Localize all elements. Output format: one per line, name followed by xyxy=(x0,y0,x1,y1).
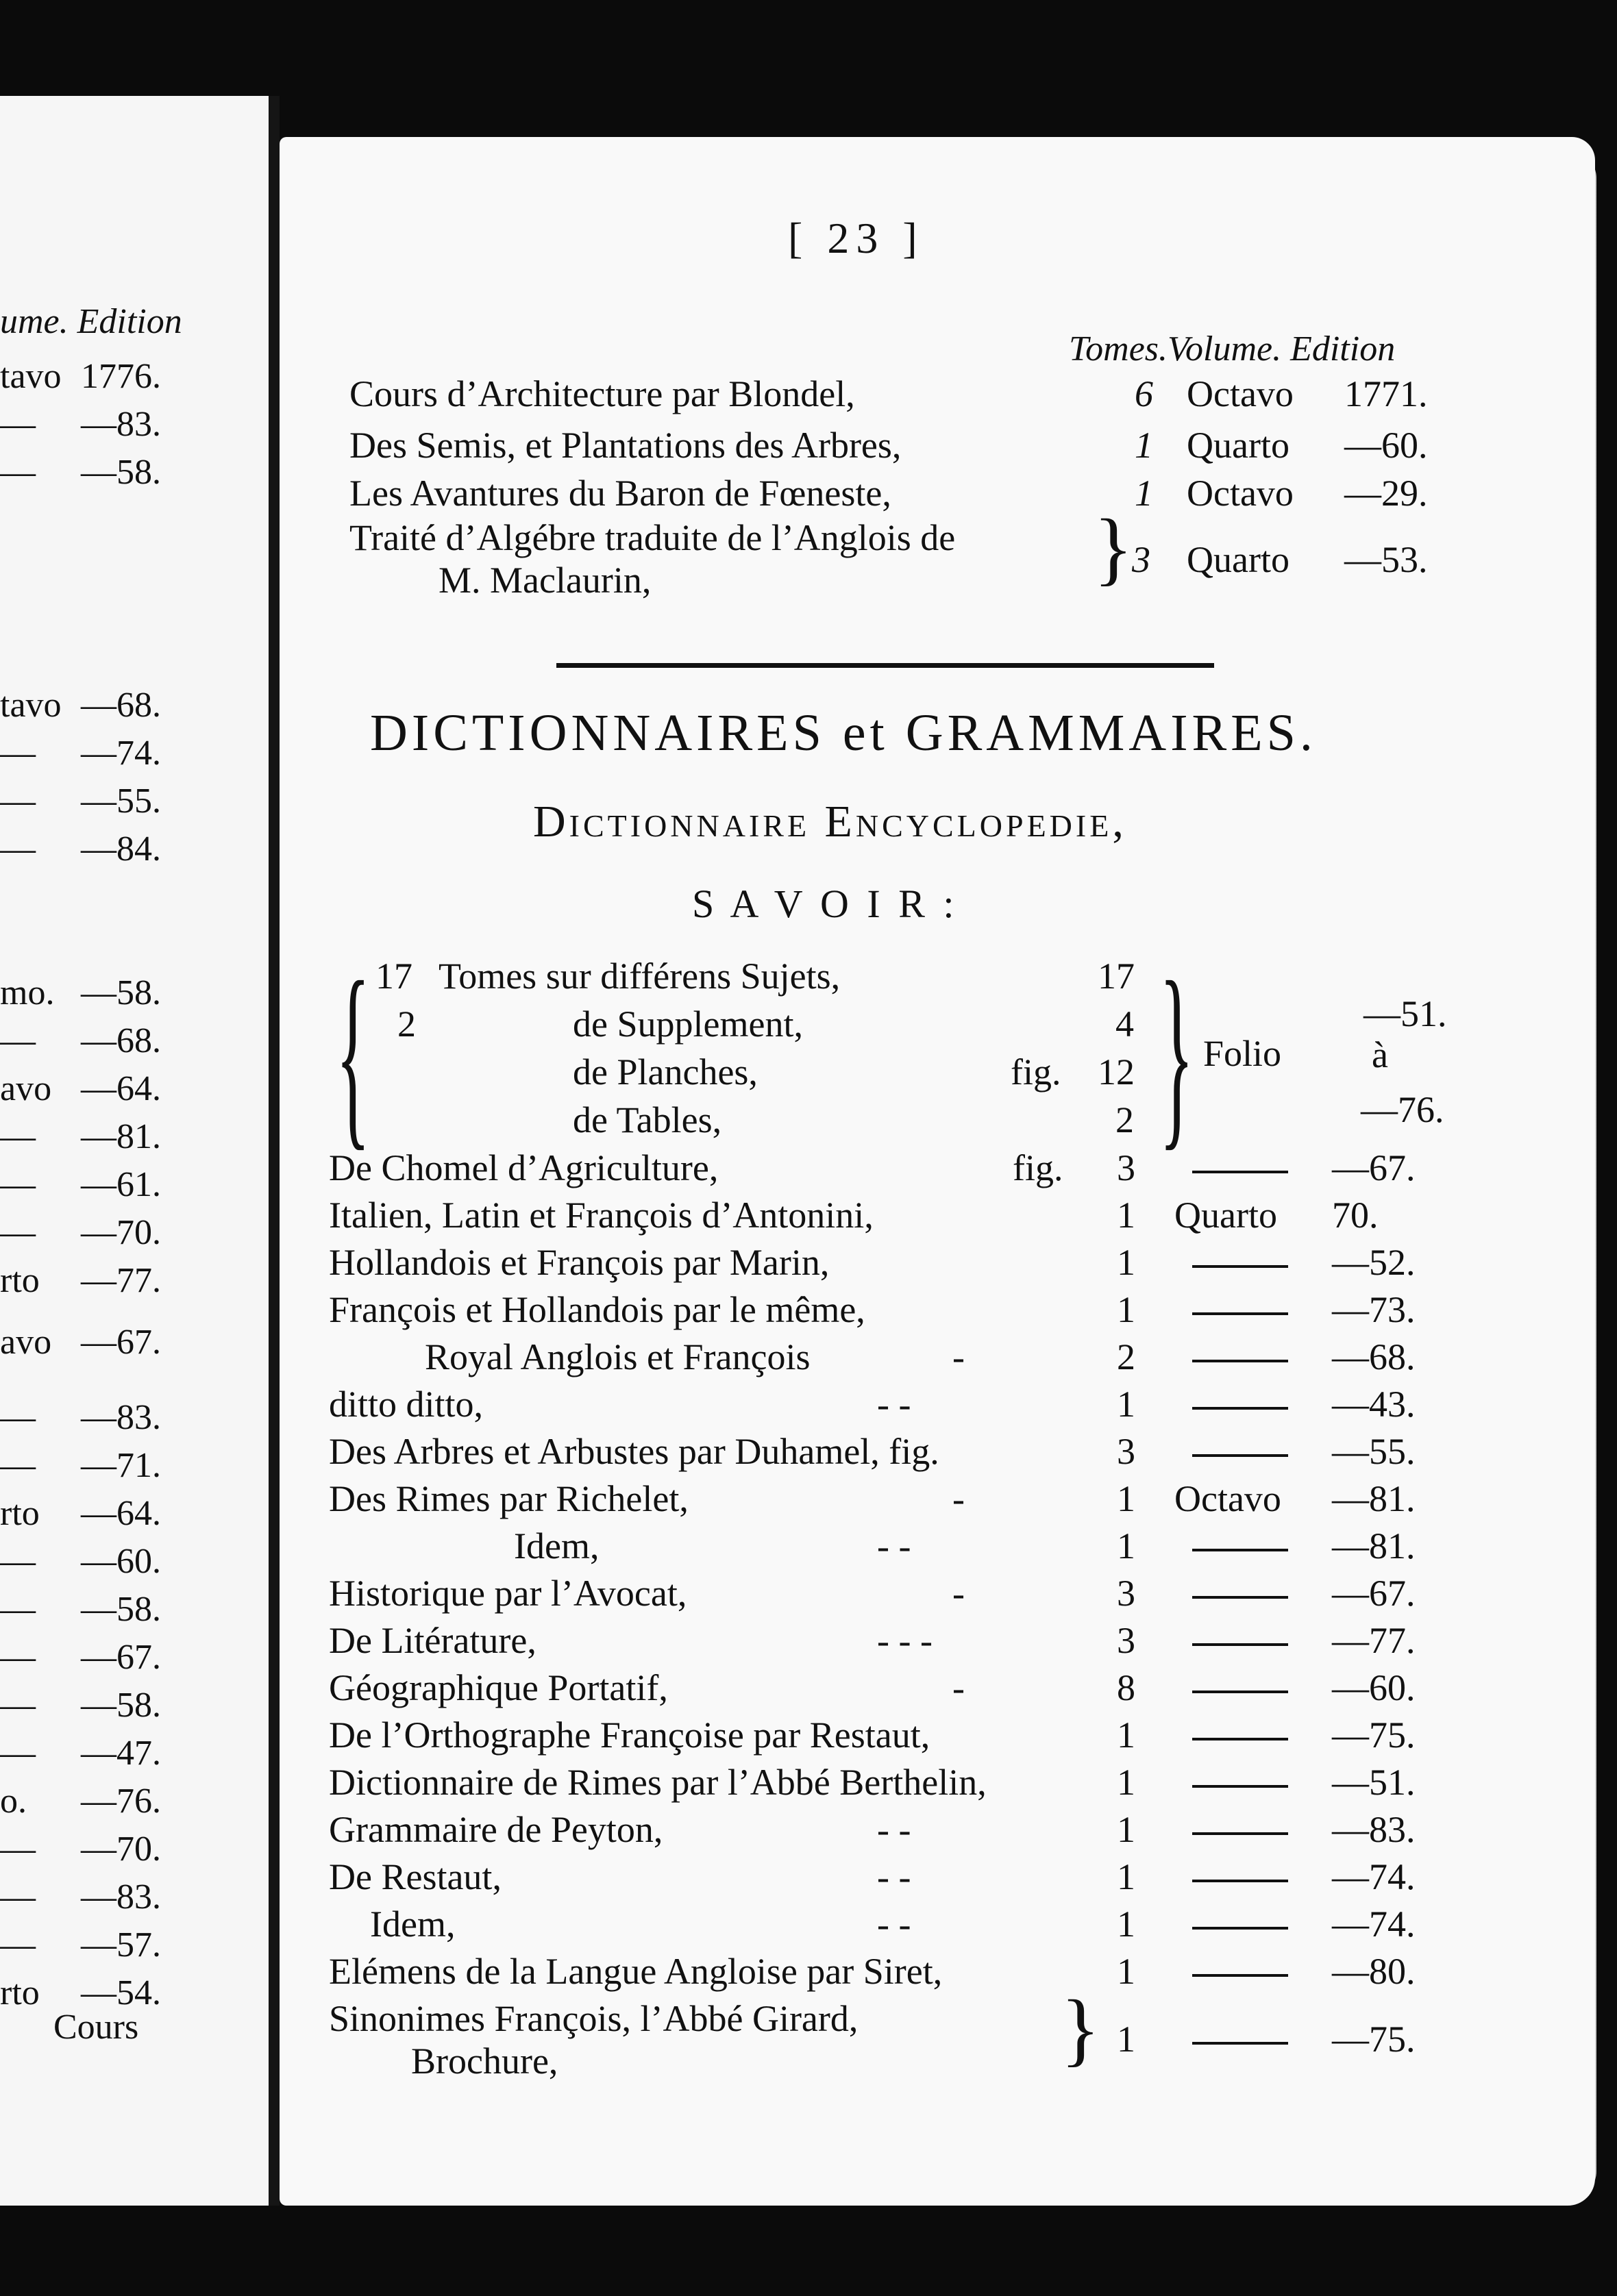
left-page-format: — xyxy=(0,782,36,821)
book-title: ditto ditto, xyxy=(329,1384,484,1425)
left-page-edition: —84. xyxy=(81,829,161,869)
book-edition: —75. xyxy=(1332,1714,1416,1756)
left-page-edition: —83. xyxy=(81,1877,161,1917)
left-page-edition: —60. xyxy=(81,1542,161,1581)
book-edition: —43. xyxy=(1332,1384,1416,1425)
book-edition: —51. xyxy=(1332,1762,1416,1803)
book-edition: —60. xyxy=(1332,1667,1416,1708)
left-page-edition: —58. xyxy=(81,1686,161,1725)
ditto-dash xyxy=(1192,1454,1288,1457)
book-title: Italien, Latin et François d’Antonini, xyxy=(329,1195,874,1236)
book-format: Quarto xyxy=(1174,1195,1277,1236)
book-title: Dictionnaire de Rimes par l’Abbé Berthelin, xyxy=(329,1762,987,1803)
book-format: Octavo xyxy=(1187,473,1294,514)
book-tomes: 8 xyxy=(1117,1667,1135,1708)
book-tomes: 1 xyxy=(1117,1904,1135,1945)
book-dash-filler: - xyxy=(952,1478,965,1519)
left-page-format: — xyxy=(0,1542,36,1581)
book-title: De l’Orthographe Françoise par Restaut, xyxy=(329,1714,930,1756)
book-edition: —52. xyxy=(1332,1242,1416,1283)
left-page-format: — xyxy=(0,1734,36,1773)
left-page-format: — xyxy=(0,1925,36,1964)
ditto-dash xyxy=(1192,1407,1288,1410)
book-tomes: 3 xyxy=(1117,1620,1135,1661)
ditto-dash xyxy=(1192,1596,1288,1599)
left-page-edition: —58. xyxy=(81,1590,161,1629)
left-page-edition: —61. xyxy=(81,1165,161,1204)
book-dash-filler: - - xyxy=(877,1904,911,1945)
left-page-format: — xyxy=(0,1117,36,1156)
book-edition: —75. xyxy=(1332,2019,1416,2060)
ency-title: Tomes sur différens Sujets, xyxy=(439,956,841,997)
book-tomes: 1 xyxy=(1117,1242,1135,1283)
brace-icon: } xyxy=(1061,1983,1100,2074)
book-title: De Restaut, xyxy=(329,1856,502,1897)
book-dash-filler: - - - xyxy=(877,1620,933,1661)
ditto-dash xyxy=(1192,1690,1288,1693)
left-page-format: — xyxy=(0,1021,36,1060)
book-tomes: 1 xyxy=(1117,1856,1135,1897)
book-title: François et Hollandois par le même, xyxy=(329,1289,865,1330)
left-page-edition: —70. xyxy=(81,1830,161,1869)
book-dash-filler: - - xyxy=(877,1384,911,1425)
left-page-edition: —76. xyxy=(81,1782,161,1821)
ency-title: de Tables, xyxy=(573,1099,722,1140)
book-edition: —81. xyxy=(1332,1478,1416,1519)
book-title: Hollandois et François par Marin, xyxy=(329,1242,830,1283)
left-page-edition: —81. xyxy=(81,1117,161,1156)
left-page-edition: —71. xyxy=(81,1446,161,1485)
ditto-dash xyxy=(1192,2042,1288,2045)
book-dash-filler: - - xyxy=(877,1525,911,1567)
ditto-dash xyxy=(1192,1312,1288,1315)
book-edition: —81. xyxy=(1332,1525,1416,1567)
book-tomes: 1 xyxy=(1117,1525,1135,1567)
left-page-format: — xyxy=(0,453,36,492)
ditto-dash xyxy=(1192,1171,1288,1173)
book-title: Historique par l’Avocat, xyxy=(329,1573,687,1614)
left-page-format: — xyxy=(0,734,36,773)
left-page-format: mo. xyxy=(0,973,55,1012)
ditto-dash xyxy=(1192,1974,1288,1977)
book-title: Grammaire de Peyton, xyxy=(329,1809,663,1850)
ency-edition-from: —51. xyxy=(1363,993,1447,1034)
left-page-format: o. xyxy=(0,1782,27,1821)
book-tomes: 1 xyxy=(1117,1289,1135,1330)
book-tomes: 1 xyxy=(1135,425,1153,466)
left-page-catchword: Cours xyxy=(53,2008,139,2047)
book-tomes: 1 xyxy=(1117,1809,1135,1850)
left-page-format: — xyxy=(0,1638,36,1677)
ency-title: de Supplement, xyxy=(573,1003,803,1045)
book-title: De Litérature, xyxy=(329,1620,536,1661)
ency-fig: fig. xyxy=(1011,1051,1061,1093)
book-tomes: 1 xyxy=(1117,1714,1135,1756)
book-edition: —80. xyxy=(1332,1951,1416,1992)
ditto-dash xyxy=(1192,1927,1288,1930)
book-title-cont: Brochure, xyxy=(411,2041,558,2082)
book-title: Royal Anglois et François xyxy=(425,1336,811,1377)
left-page-format: tavo xyxy=(0,357,62,396)
left-page-format: rto xyxy=(0,1973,40,2012)
left-page-edition: —83. xyxy=(81,1398,161,1437)
left-page-edition: —68. xyxy=(81,686,161,725)
book-dash-filler: fig. xyxy=(1013,1147,1063,1188)
ency-title: de Planches, xyxy=(573,1051,758,1093)
ency-edition-to-word: à xyxy=(1372,1034,1388,1075)
book-edition: —74. xyxy=(1332,1856,1416,1897)
page-number: [ 23 ] xyxy=(788,214,924,262)
book-tomes: 3 xyxy=(1117,1147,1135,1188)
ditto-dash xyxy=(1192,1832,1288,1835)
ditto-dash xyxy=(1192,1785,1288,1788)
book-title: De Chomel d’Agriculture, xyxy=(329,1147,719,1188)
book-title: Cours d’Architecture par Blondel, xyxy=(349,373,855,414)
ency-tomes: 4 xyxy=(1115,1003,1134,1045)
book-edition: —77. xyxy=(1332,1620,1416,1661)
left-page-edition: —58. xyxy=(81,973,161,1012)
book-edition: —67. xyxy=(1332,1147,1416,1188)
ency-tomes: 12 xyxy=(1098,1051,1135,1093)
left-page-format: rto xyxy=(0,1261,40,1300)
left-page-edition: —54. xyxy=(81,1973,161,2012)
ditto-dash xyxy=(1192,1360,1288,1362)
book-format: Octavo xyxy=(1174,1478,1281,1519)
book-format: Quarto xyxy=(1187,425,1289,466)
book-title: Elémens de la Langue Angloise par Siret, xyxy=(329,1951,943,1992)
book-tomes: 1 xyxy=(1117,1478,1135,1519)
left-page-edition: —57. xyxy=(81,1925,161,1964)
book-edition: 1771. xyxy=(1344,373,1428,414)
book-title: Géographique Portatif, xyxy=(329,1667,668,1708)
left-page-edition: —67. xyxy=(81,1638,161,1677)
left-page-edition: —55. xyxy=(81,782,161,821)
book-edition: —53. xyxy=(1344,539,1428,580)
left-page-edition: —67. xyxy=(81,1323,161,1362)
ditto-dash xyxy=(1192,1738,1288,1740)
left-page-edition: —64. xyxy=(81,1069,161,1108)
left-page-format: — xyxy=(0,1877,36,1917)
book-title: Des Arbres et Arbustes par Duhamel, fig. xyxy=(329,1431,939,1472)
book-spine xyxy=(269,96,280,2206)
heading-sub: Dictionnaire Encyclopedie, xyxy=(533,797,1127,847)
left-page-format: — xyxy=(0,829,36,869)
book-title: Des Rimes par Richelet, xyxy=(329,1478,689,1519)
book-dash-filler: - - xyxy=(877,1856,911,1897)
book-title-cont: M. Maclaurin, xyxy=(439,560,652,601)
book-title: Traité d’Algébre traduite de l’Anglois de xyxy=(349,517,956,558)
book-dash-filler: - xyxy=(952,1573,965,1614)
book-edition: —73. xyxy=(1332,1289,1416,1330)
ency-edition-to: —76. xyxy=(1361,1089,1444,1130)
left-page-edition: —47. xyxy=(81,1734,161,1773)
ency-num: 17 xyxy=(375,956,412,997)
ency-tomes: 2 xyxy=(1115,1099,1134,1140)
left-page-edition: —77. xyxy=(81,1261,161,1300)
heading-main: DICTIONNAIRES et GRAMMAIRES. xyxy=(370,704,1317,762)
book-dash-filler: - xyxy=(952,1667,965,1708)
book-edition: —55. xyxy=(1332,1431,1416,1472)
left-page-edition: —70. xyxy=(81,1213,161,1252)
right-brace-icon: } xyxy=(1159,940,1194,1167)
book-tomes: 1 xyxy=(1117,1384,1135,1425)
left-page-format: — xyxy=(0,1398,36,1437)
book-edition: —60. xyxy=(1344,425,1428,466)
ency-format: Folio xyxy=(1203,1033,1282,1074)
book-tomes: 2 xyxy=(1117,1336,1135,1377)
book-tomes: 1 xyxy=(1117,2019,1135,2060)
ency-tomes: 17 xyxy=(1098,956,1135,997)
left-page-format: rto xyxy=(0,1494,40,1533)
book-title: Les Avantures du Baron de Fœneste, xyxy=(349,473,891,514)
book-edition: —29. xyxy=(1344,473,1428,514)
book-tomes: 1 xyxy=(1117,1951,1135,1992)
heading-savoir: S A V O I R : xyxy=(692,882,959,926)
left-page-format: — xyxy=(0,1165,36,1204)
left-brace-icon: { xyxy=(336,940,371,1167)
left-page-format: — xyxy=(0,1213,36,1252)
left-page-format: avo xyxy=(0,1323,52,1362)
left-page-format: — xyxy=(0,1446,36,1485)
book-dash-filler: - - xyxy=(877,1809,911,1850)
book-title: Des Semis, et Plantations des Arbres, xyxy=(349,425,902,466)
left-page-edition: —74. xyxy=(81,734,161,773)
left-page-edition: —83. xyxy=(81,405,161,444)
left-page-edition: —68. xyxy=(81,1021,161,1060)
left-page-format: — xyxy=(0,1830,36,1869)
book-title: Idem, xyxy=(370,1904,456,1945)
left-page-header: ume. Edition xyxy=(0,302,182,341)
left-page-format: — xyxy=(0,405,36,444)
left-page-edition: —64. xyxy=(81,1494,161,1533)
book-tomes: 1 xyxy=(1135,473,1153,514)
book-edition: —68. xyxy=(1332,1336,1416,1377)
book-tomes: 1 xyxy=(1117,1762,1135,1803)
book-tomes: 1 xyxy=(1117,1195,1135,1236)
book-title: Sinonimes François, l’Abbé Girard, xyxy=(329,1998,859,2039)
book-tomes: 3 xyxy=(1117,1431,1135,1472)
ency-num: 2 xyxy=(397,1003,416,1045)
ditto-dash xyxy=(1192,1549,1288,1551)
book-dash-filler: - xyxy=(952,1336,965,1377)
book-tomes: 3 xyxy=(1117,1573,1135,1614)
book-tomes: 6 xyxy=(1135,373,1153,414)
ditto-dash xyxy=(1192,1880,1288,1882)
ditto-dash xyxy=(1192,1265,1288,1268)
book-edition: —83. xyxy=(1332,1809,1416,1850)
book-format: Quarto xyxy=(1187,539,1289,580)
book-title: Idem, xyxy=(514,1525,600,1567)
book-edition: —67. xyxy=(1332,1573,1416,1614)
section-rule xyxy=(556,663,1214,668)
book-edition: —74. xyxy=(1332,1904,1416,1945)
left-page-edition: 1776. xyxy=(81,357,161,396)
book-format: Octavo xyxy=(1187,373,1294,414)
column-header: Tomes.Volume. Edition xyxy=(1069,329,1396,369)
left-page-edition: —58. xyxy=(81,453,161,492)
book-tomes: 3 xyxy=(1132,539,1150,580)
left-page-format: tavo xyxy=(0,686,62,725)
left-page-format: — xyxy=(0,1590,36,1629)
left-page-format: avo xyxy=(0,1069,52,1108)
ditto-dash xyxy=(1192,1643,1288,1646)
brace-icon: } xyxy=(1094,502,1133,593)
left-page-format: — xyxy=(0,1686,36,1725)
book-edition: 70. xyxy=(1332,1195,1379,1236)
